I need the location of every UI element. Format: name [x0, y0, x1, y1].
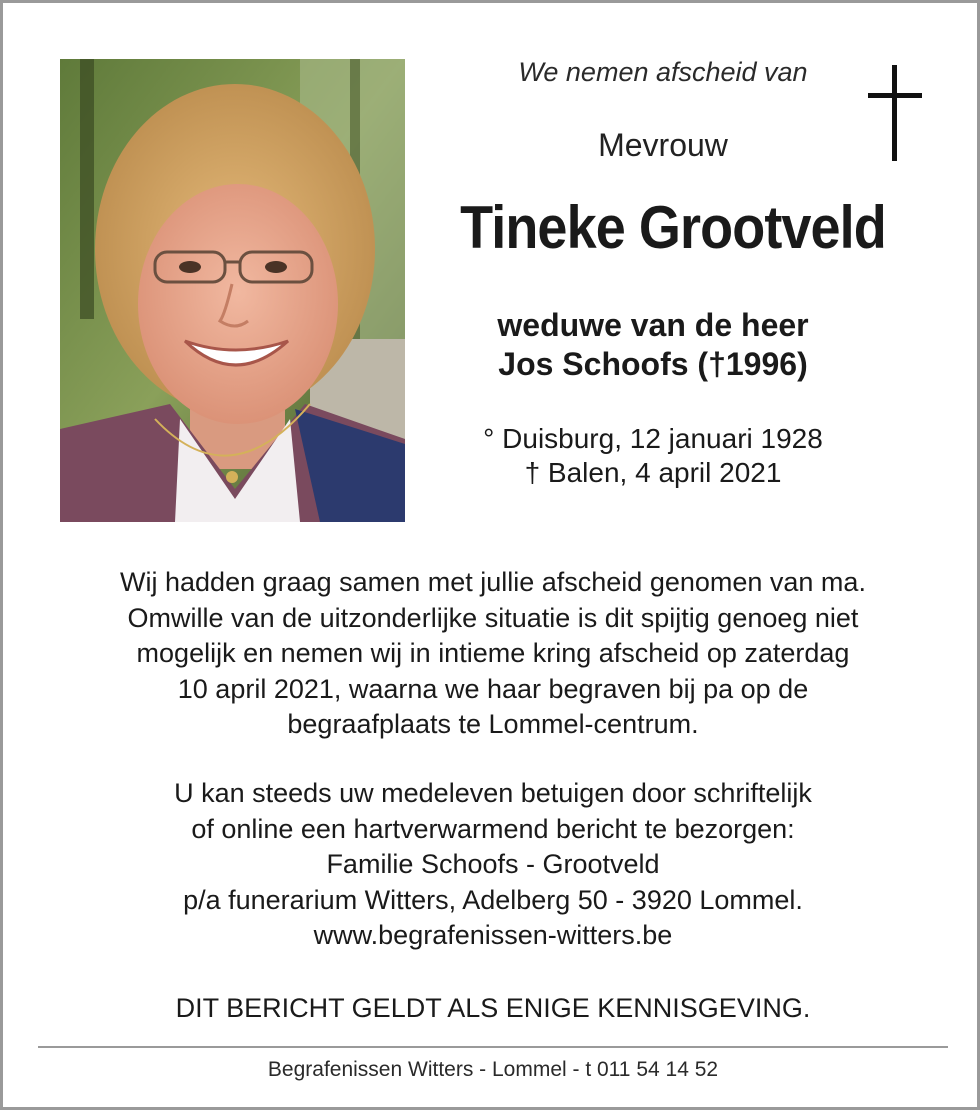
family-name-line: Familie Schoofs - Grootveld — [326, 849, 660, 879]
death-date: † Balen, 4 april 2021 — [524, 457, 782, 488]
contact-line: of online een hartverwarmend bericht te bezorgen: — [191, 813, 795, 844]
intro-text: We nemen afscheid van — [518, 57, 808, 87]
message-line: Omwille van de uitzonderlijke situatie is dit spijtig genoeg niet — [127, 602, 859, 633]
divider — [38, 1046, 948, 1048]
website-link[interactable]: www.begrafenissen-witters.be — [313, 920, 673, 950]
official-notice: DIT BERICHT GELDT ALS ENIGE KENNISGEVING. — [175, 993, 811, 1023]
salutation: Mevrouw — [598, 127, 728, 163]
message-line: mogelijk en nemen wij in intieme kring afscheid op zaterdag — [136, 638, 850, 668]
contact-paragraph — [43, 776, 943, 954]
address-line: p/a funerarium Witters, Adelberg 50 - 3920 Lommel. — [183, 884, 803, 915]
message-paragraph — [43, 565, 943, 743]
contact-line: U kan steeds uw medeleven betuigen door schriftelijk — [174, 778, 812, 808]
message-line: Wij hadden graag samen met jullie afscheid genomen van ma. — [120, 567, 866, 597]
message-line: 10 april 2021, waarna we haar begraven bij pa op de — [177, 673, 809, 704]
deceased-name: Tineke Grootveld — [460, 194, 886, 261]
life-dates — [433, 422, 873, 490]
widow-info — [433, 306, 873, 384]
widow-line: weduwe van de heer — [497, 307, 809, 343]
spouse-line: Jos Schoofs (†1996) — [498, 346, 808, 382]
birth-date: ° Duisburg, 12 januari 1928 — [483, 423, 823, 454]
portrait-photo — [60, 59, 405, 522]
message-line: begraafplaats te Lommel-centrum. — [287, 709, 699, 739]
cross-icon — [865, 65, 925, 161]
funeral-home-footer: Begrafenissen Witters - Lommel - t 011 54 14 52 — [267, 1058, 719, 1081]
